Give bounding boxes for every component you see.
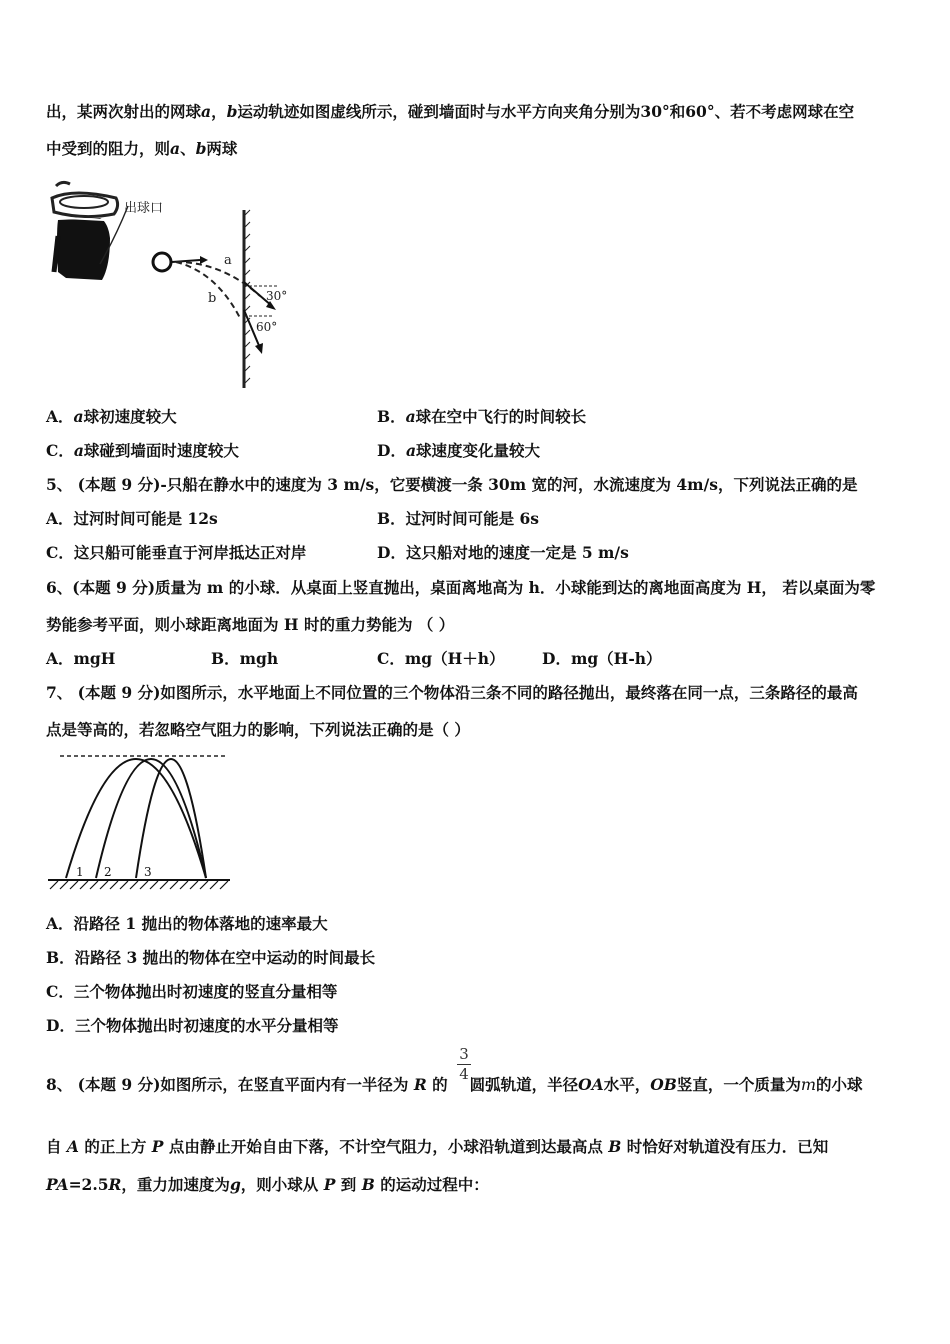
q4-option-b: B．a球在空中飞行的时间较长: [377, 407, 587, 426]
q5-option-b: B．过河时间可能是 6s: [377, 509, 540, 528]
q7-option-d: D．三个物体抛出时初速度的水平分量相等: [46, 1016, 339, 1035]
q4-stem-line2: 中受到的阻力，则a、b两球: [46, 139, 238, 158]
path-1-label: 1: [76, 865, 84, 879]
fraction-denominator: 4: [459, 1065, 469, 1083]
q4-stem-line1: 出，某两次射出的网球a，b运动轨迹如图虚线所示，碰到墙面时与水平方向夹角分别为30°和60°、若不考虑网球在空: [46, 102, 855, 121]
q8-stem-line2: 自 A 的正上方 P 点由静止开始自由下落，不计空气阻力，小球沿轨道到达最高点 B 时恰好对轨道没有压力．已知: [46, 1137, 829, 1156]
fraction-numerator: 3: [459, 1045, 469, 1063]
q5-option-c: C．这只船可能垂直于河岸抵达正对岸: [46, 543, 307, 562]
q8-stem-line3: PA=2.5R，重力加速度为g，则小球从 P 到 B 的运动过程中：: [46, 1175, 489, 1194]
q6-option-a: A．mgH: [46, 649, 116, 668]
q6-option-d: D．mg（H-h）: [542, 649, 662, 668]
q7-option-c: C．三个物体抛出时初速度的竖直分量相等: [46, 982, 338, 1001]
q6-option-c: C．mg（H＋h）: [377, 649, 505, 668]
q4-option-d: D．a球速度变化量较大: [377, 441, 541, 460]
q4-option-c: C．a球碰到墙面时速度较大: [46, 441, 239, 460]
q4-option-a: A．a球初速度较大: [46, 407, 177, 426]
launcher-label: 出球口: [124, 201, 164, 216]
q5-option-a: A．过河时间可能是 12s: [46, 509, 218, 528]
q7-stem-line2: 点是等高的，若忽略空气阻力的影响，下列说法正确的是（ ）: [46, 720, 470, 739]
q5-option-d: D．这只船对地的速度一定是 5 m/s: [377, 543, 629, 562]
q4-tennis-figure: [44, 176, 294, 390]
path-2-label: 2: [104, 865, 112, 879]
q6-option-b: B．mgh: [211, 649, 279, 668]
q7-stem-line1: 7、 (本题 9 分)如图所示，水平地面上不同位置的三个物体沿三条不同的路径抛出，最终落在同一点，三条路径的最高: [46, 683, 858, 702]
path-a-label: a: [224, 253, 232, 268]
q6-stem-line2: 势能参考平面，则小球距离地面为 H 时的重力势能为 （ ）: [46, 615, 455, 634]
path-3-label: 3: [144, 865, 152, 879]
q7-option-a: A．沿路径 1 抛出的物体落地的速率最大: [46, 914, 328, 933]
q5-stem: 5、 (本题 9 分)-只船在静水中的速度为 3 m/s，它要横渡一条 30m 宽的河，水流速度为 4m/s，下列说法正确的是: [46, 475, 858, 494]
angle-30-label: 30°: [266, 289, 288, 303]
q6-stem-line1: 6、(本题 9 分)质量为 m 的小球．从桌面上竖直抛出，桌面离地高为 h．小球能到达的离地面高度为 H， 若以桌面为零: [46, 578, 876, 597]
q7-trajectory-figure: [44, 748, 234, 894]
path-b-label: b: [208, 291, 217, 306]
q7-option-b: B．沿路径 3 抛出的物体在空中运动的时间最长: [46, 948, 376, 967]
q8-fraction: [457, 1046, 471, 1083]
angle-60-label: 60°: [256, 320, 278, 334]
q8-stem-line1: 8、 (本题 9 分)如图所示，在竖直平面内有一半径为 R 的 圆弧轨道，半径OA水平，OB竖直，一个质量为m的小球: [46, 1075, 863, 1094]
